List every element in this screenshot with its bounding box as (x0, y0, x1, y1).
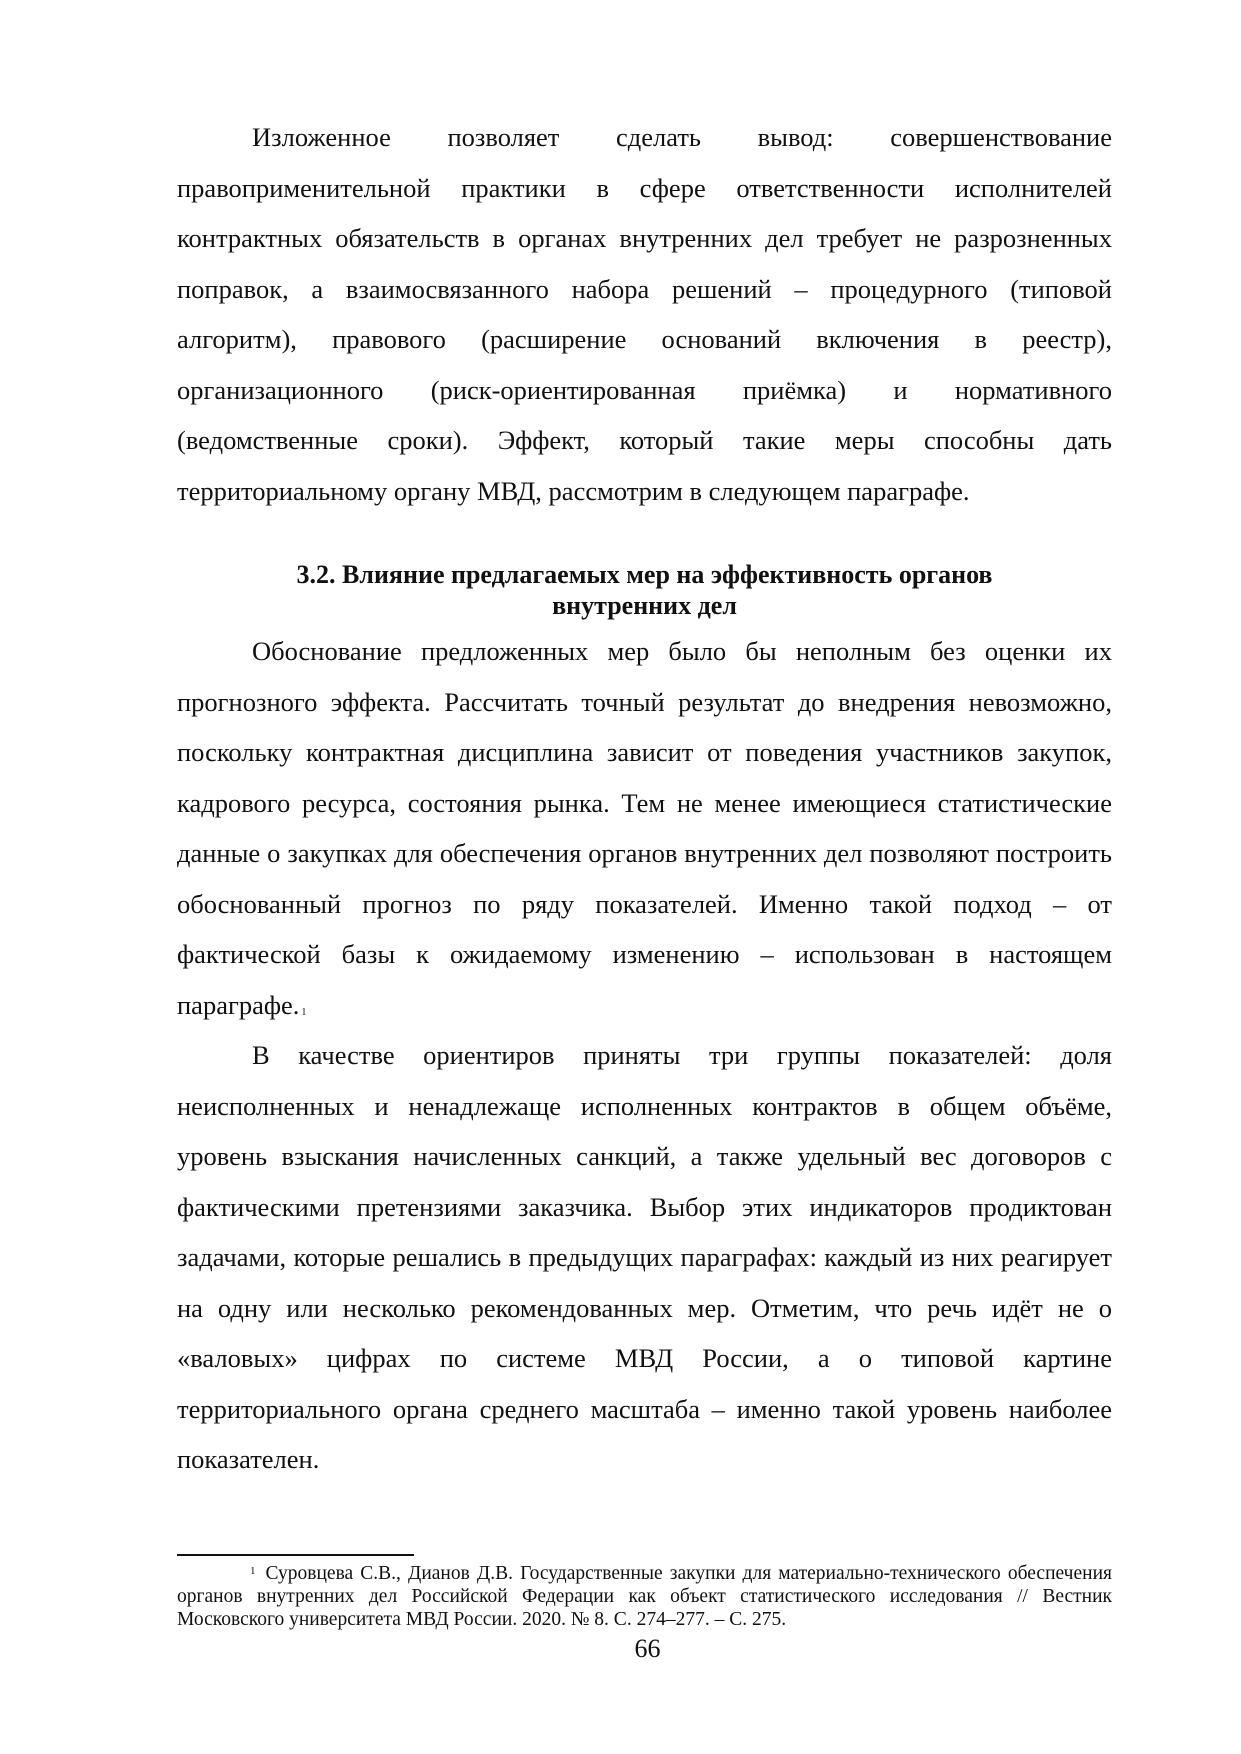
footnote-separator (177, 1554, 414, 1556)
section-heading-line-2: внутренних дел (552, 591, 737, 620)
paragraph-justification (177, 626, 1112, 1030)
footnote-reference[interactable]: 1 (301, 1006, 307, 1018)
section-heading (177, 559, 1112, 621)
section-heading-line-1: 3.2. Влияние предлагаемых мер на эффективность органов (296, 560, 993, 589)
page-number: 66 (634, 1634, 661, 1663)
paragraph-conclusion: Изложенное позволяет сделать вывод: совершенствование правоприменительной практики в сфере ответственности исполнителей контрактных обязательств в органах внутренних дел требует не разрозненных поправок, а взаимосвязанного набора решений – процедурного (типовой алгоритм), правового (расширение оснований включения в реестр), организационного (риск-ориентированная приёмка) и нормативного (ведомственные сроки). Эффект, который такие меры способны дать территориальному органу МВД, рассмотрим в следующем параграфе. (177, 122, 1112, 506)
footnote-text: Суровцева С.В., Дианов Д.В. Государственные закупки для материально-технического обеспечения органов внутренних дел Российской Федерации как объект статистического исследования // Вестник Московского университета МВД России. 2020. № 8. С. 274–277. – С. 275. (177, 1563, 1112, 1630)
footnote-number: 1 (250, 1565, 256, 1577)
footnote (177, 1562, 1112, 1631)
paragraph-justification-text: Обоснование предложенных мер было бы неполным без оценки их прогнозного эффекта. Рассчитать точный результат до внедрения невозможно, поскольку контрактная дисциплина зависит от поведения участников закупок, кадрового ресурса, состояния рынка. Тем не менее имеющиеся статистические данные о закупках для обеспечения органов внутренних дел позволяют построить обоснованный прогноз по ряду показателей. Именно такой подход – от фактической базы к ожидаемому изменению – использован в настоящем параграфе. (177, 636, 1112, 1020)
paragraph-indicators: В качестве ориентиров приняты три группы показателей: доля неисполненных и ненадлежаще исполненных контрактов в общем объёме, уровень взыскания начисленных санкций, а также удельный вес договоров с фактическими претензиями заказчика. Выбор этих индикаторов продиктован задачами, которые решались в предыдущих параграфах: каждый из них реагирует на одну или несколько рекомендованных мер. Отметим, что речь идёт не о «валовых» цифрах по системе МВД России, а о типовой картине территориального органа среднего масштаба – именно такой уровень наиболее показателен. (177, 1040, 1112, 1474)
page-body (177, 112, 1112, 1485)
